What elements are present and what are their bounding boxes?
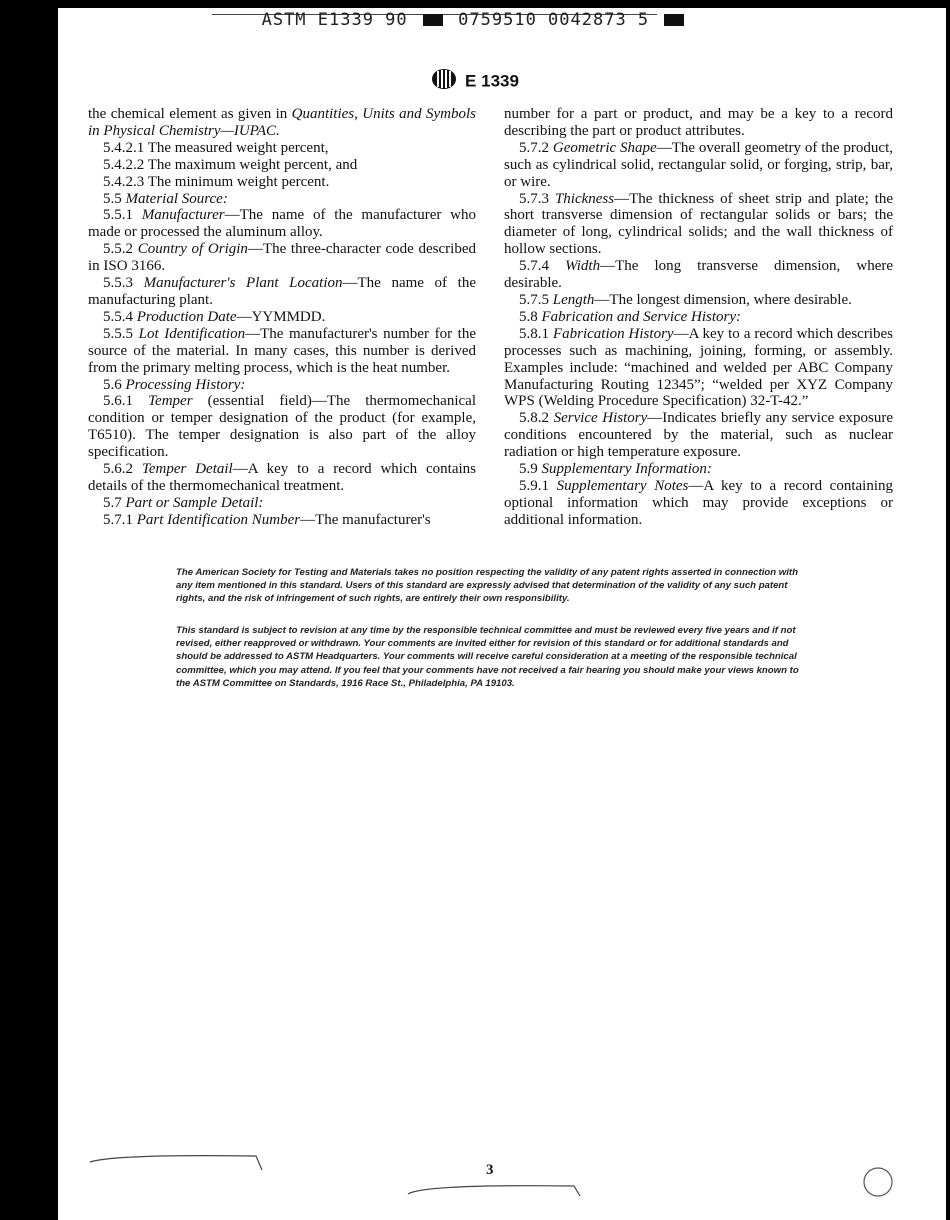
text-run: —The name of the manufacturing plant. (88, 275, 476, 308)
page-header (0, 68, 950, 95)
text-run: 5.8.1 (519, 325, 553, 342)
text-run: —The three-character code described in ISO 3166. (88, 241, 476, 275)
text-run: 5.7 (103, 494, 126, 511)
stamp-code: ASTM E1339 90 (261, 10, 408, 30)
paragraph (504, 140, 893, 191)
text-run: 5.9 (519, 461, 542, 478)
text-run: 5.6 (103, 376, 126, 393)
paragraph (504, 258, 893, 292)
italic-term: Supplementary Notes (556, 477, 689, 494)
paragraph (504, 410, 893, 461)
paragraph (88, 174, 476, 191)
italic-term: Thickness (554, 190, 615, 207)
italic-term: Fabrication History (552, 325, 674, 342)
text-run: 5.7.4 (519, 258, 566, 275)
paragraph (88, 309, 476, 326)
italic-term: Part or Sample Detail: (125, 494, 264, 511)
text-run: 5.7.2 (519, 139, 553, 156)
scan-top-border (0, 0, 950, 8)
paragraph (88, 106, 476, 140)
document-stamp (0, 10, 950, 30)
scan-mark-left (86, 1150, 266, 1178)
text-run: —YYMMDD. (236, 308, 326, 325)
text-run: —A key to a record which describes processes such as machining, joining, forming, or assembly. Examples include: “machined and welded per ABC Company Manufacturing Routing 12345”; “welded per XYZ Company WPS (Welding Procedure Specification) 32-T-42.” (504, 325, 893, 410)
italic-term: Quantities, Units and Symbols in Physical Chemistry—IUPAC. (88, 106, 476, 139)
paragraph (504, 292, 893, 309)
text-run: the chemical element as given in (88, 106, 292, 122)
text-run: 5.6.2 (103, 461, 142, 478)
scan-ring-mark (858, 1164, 898, 1200)
revision-notice: This standard is subject to revision at any time by the responsible technical committee and must be reviewed every five years and if not revised, either reapproved or withdrawn. Your comments are invited either for revision of this standard or for additional standards and should be addressed to ASTM Headquarters. Your comments will receive careful consideration at a meeting of the responsible technical committee, which you may attend. If you feel that your comments have not received a fair hearing you should make your views known to the ASTM Committee on Standards, 1916 Race St., Philadelphia, PA 19103. (176, 625, 799, 689)
text-run: 5.5 (103, 190, 126, 207)
patent-notice: The American Society for Testing and Materials takes no position respecting the validity of any patent rights asserted in connection with any item mentioned in this standard. Users of this standard are expressly advised that determination of the validity of any such patent rights, and the risk of infringement of such rights, are entirely their own responsibility. (176, 567, 798, 605)
text-run: 5.4.2.2 The maximum weight percent, and (103, 156, 358, 173)
left-column (88, 106, 476, 529)
paragraph (88, 140, 476, 157)
text-run: —The longest dimension, where desirable. (594, 291, 852, 308)
text-run: —Indicates briefly any service exposure conditions encountered by the material, such as nuclear radiation or high temperature exposure. (504, 410, 894, 461)
text-run: 5.5.5 (103, 325, 139, 342)
paragraph (504, 309, 893, 326)
scan-left-border (0, 0, 58, 1220)
italic-term: Length (552, 291, 595, 308)
paragraph (88, 461, 476, 495)
italic-term: Temper Detail (141, 461, 233, 478)
text-run: 5.8.2 (519, 410, 554, 427)
text-run: —A key to a record containing optional information which may provide exceptions or additional information. (504, 477, 893, 528)
italic-term: Supplementary Information: (541, 461, 712, 478)
text-run: —The long transverse dimension, where desirable. (504, 258, 893, 292)
page-number: 3 (486, 1162, 494, 1178)
paragraph (504, 478, 893, 529)
italic-term: Fabrication and Service History: (541, 308, 742, 325)
text-run: —The overall geometry of the product, such as cylindrical solid, rectangular solid, or forging, strip, bar, or wire. (504, 139, 893, 190)
paragraph (88, 275, 476, 309)
italic-term: Width (565, 258, 601, 275)
astm-logo-icon (431, 68, 457, 95)
paragraph (88, 241, 476, 275)
paragraph (504, 461, 893, 478)
italic-term: Manufacturer's Plant Location (143, 275, 343, 292)
italic-term: Processing History: (125, 376, 246, 393)
italic-term: Lot Identification (138, 325, 246, 342)
italic-term: Part Identification Number (136, 511, 301, 528)
paragraph (504, 326, 893, 411)
paragraph (88, 326, 476, 377)
text-run: —The thickness of sheet strip and plate; the short transverse dimension of rectangular solids or bars; the diameter of long, cylindrical solids; and the wall thickness of hollow sections. (504, 190, 894, 258)
italic-term: Country of Origin (137, 241, 248, 258)
text-run: 5.6.1 (103, 393, 149, 410)
paragraph (88, 191, 476, 208)
text-run: —A key to a record which contains details of the thermomechanical treatment. (88, 461, 476, 494)
paragraph (88, 495, 476, 512)
text-run: —The manufacturer's number for the source of the material. In many cases, this number is derived from the primary melting process, which is the heat number. (88, 325, 477, 376)
italic-term: Service History (553, 410, 648, 427)
text-run: 5.4.2.3 The minimum weight percent. (103, 173, 330, 190)
right-column (504, 106, 893, 529)
text-run: 5.5.2 (103, 241, 138, 258)
scan-mark-bottom (404, 1178, 584, 1200)
italic-term: Geometric Shape (552, 139, 657, 156)
paragraph (88, 377, 476, 394)
italic-term: Manufacturer (141, 207, 225, 224)
standard-designation: E 1339 (465, 71, 519, 91)
paragraph (504, 106, 893, 140)
text-run: 5.7.5 (519, 291, 553, 308)
text-run: number for a part or product, and may be a key to a record describing the part or product attributes. (504, 106, 893, 139)
text-run: (essential field)—The thermomechanical condition or temper designation of the product (for example, T6510). The temper designation is also part of the alloy specification. (88, 393, 476, 461)
text-run: 5.9.1 (519, 477, 557, 494)
stamp-serial: 0759510 0042873 5 (458, 10, 650, 30)
text-run: 5.5.4 (103, 308, 137, 325)
text-run: 5.8 (519, 308, 542, 325)
italic-term: Material Source: (125, 190, 228, 207)
scan-right-border (946, 0, 950, 1220)
text-run: —The name of the manufacturer who made or processed the aluminum alloy. (88, 207, 476, 241)
text-run: 5.7.1 (103, 511, 137, 528)
paragraph (88, 512, 476, 529)
text-run: 5.5.3 (103, 275, 144, 292)
text-run: —The manufacturer's (300, 511, 431, 528)
italic-term: Temper (148, 393, 193, 410)
paragraph (88, 207, 476, 241)
paragraph (504, 191, 893, 259)
text-run: 5.7.3 (519, 190, 555, 207)
stamp-block-mark (664, 14, 684, 26)
paragraph (88, 157, 476, 174)
italic-term: Production Date (136, 308, 237, 325)
paragraph (88, 393, 476, 461)
text-run: 5.5.1 (103, 207, 142, 224)
stamp-block-mark (423, 14, 443, 26)
text-run: 5.4.2.1 The measured weight percent, (103, 139, 329, 156)
